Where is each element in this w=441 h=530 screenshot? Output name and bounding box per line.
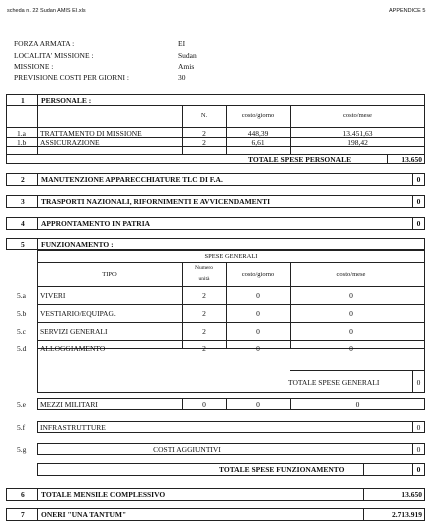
s5-row-d-code: 5.d — [17, 344, 27, 353]
s1-row-1b-costo-giorno: 6,61 — [251, 138, 265, 147]
s5-row-g-desc: COSTI AGGIUNTIVI — [153, 445, 221, 454]
section-7-number: 7 — [21, 510, 25, 519]
s1-row-1b-costo-mese: 198,42 — [347, 138, 368, 147]
s1-total-value: 13.650 — [401, 155, 422, 164]
s5-row-e-desc: MEZZI MILITARI — [40, 400, 98, 409]
s5-row-b-code: 5.b — [17, 309, 27, 318]
s5-total-label: TOTALE SPESE FUNZIONAMENTO — [219, 465, 345, 474]
s5-col-costo-giorno: costo/giorno — [241, 271, 275, 278]
s5-row-d-costo-giorno: 0 — [256, 344, 260, 353]
s1-row-1a-costo-giorno: 448,39 — [247, 129, 269, 138]
s5-row-d-desc: ALLOGGIAMENTO — [40, 344, 106, 353]
s5-row-g-code: 5.g — [17, 445, 27, 454]
s5-row-b-costo-giorno: 0 — [256, 309, 260, 318]
section-3-number: 3 — [21, 197, 25, 206]
s5-row-b-desc: VESTIARIO/EQUIPAG. — [40, 309, 116, 318]
s5-row-f-desc: INFRASTRUTTURE — [40, 423, 106, 432]
section-7-title: ONERI "UNA TANTUM" — [41, 510, 127, 519]
section-5-number: 5 — [21, 240, 25, 249]
s5-row-g-value: 0 — [416, 445, 421, 454]
s1-row-1b-code: 1.b — [17, 138, 27, 147]
section-4-value: 0 — [416, 219, 421, 228]
s5-col-numero: Numero — [194, 265, 214, 271]
section-2-title: MANUTENZIONE APPARECCHIATURE TLC DI F.A. — [41, 175, 223, 184]
s5-col-unita: unità — [198, 276, 210, 282]
info-value-localita: Sudan — [178, 51, 197, 60]
s5-col-costo-mese: costo/mese — [336, 271, 366, 278]
info-value-forza: EI — [178, 39, 186, 48]
s5-col-tipo: TIPO — [102, 271, 117, 278]
section-6-value: 13.650 — [401, 490, 422, 499]
s5-row-a-costo-mese: 0 — [349, 291, 353, 300]
section-6-title: TOTALE MENSILE COMPLESSIVO — [41, 490, 166, 499]
spese-generali-title: SPESE GENERALI — [204, 253, 258, 260]
s1-col-costo-giorno: costo/giorno — [241, 112, 275, 119]
info-value-giorni: 30 — [178, 73, 186, 82]
section-4-number: 4 — [21, 219, 25, 228]
section-2-value: 0 — [416, 175, 421, 184]
info-label-localita: LOCALITA' MISSIONE : — [14, 51, 94, 60]
sg-total-label: TOTALE SPESE GENERALI — [288, 378, 380, 387]
file-name: scheda n. 22 Sudan AMIS EI.xls — [7, 8, 86, 14]
section-3-value: 0 — [416, 197, 421, 206]
s1-row-1a-desc: TRATTAMENTO DI MISSIONE — [40, 129, 142, 138]
s1-row-1b-n: 2 — [202, 138, 206, 147]
s5-row-d-costo-mese: 0 — [349, 344, 353, 353]
s5-row-c-code: 5.c — [17, 327, 26, 336]
section-1-title: PERSONALE : — [41, 96, 92, 105]
s1-col-costo-mese: costo/mese — [343, 112, 372, 119]
info-label-missione: MISSIONE : — [14, 62, 54, 71]
s5-row-a-desc: VIVERI — [40, 291, 66, 300]
s5-row-f-code: 5.f — [17, 423, 26, 432]
section-1-number: 1 — [21, 96, 25, 105]
s1-row-1a-n: 2 — [202, 129, 206, 138]
section-2-number: 2 — [21, 175, 25, 184]
appendix-label: APPENDICE 5 — [389, 8, 426, 14]
info-value-missione: Amis — [178, 62, 195, 71]
s1-total-label: TOTALE SPESE PERSONALE — [248, 155, 352, 164]
s1-row-1a-costo-mese: 13.451,63 — [342, 129, 373, 138]
section-5-title: FUNZIONAMENTO : — [41, 240, 114, 249]
s5-row-e-costo-mese: 0 — [355, 400, 360, 409]
s1-col-n: N. — [200, 112, 208, 119]
s5-total-value: 0 — [416, 465, 421, 474]
info-label-giorni: PREVISIONE COSTI PER GIORNI : — [14, 73, 130, 82]
s5-row-a-n: 2 — [202, 291, 206, 300]
s5-row-d-n: 2 — [202, 344, 206, 353]
s5-row-e-costo-giorno: 0 — [256, 400, 260, 409]
s5-row-c-n: 2 — [202, 327, 206, 336]
section-3-title: TRASPORTI NAZIONALI, RIFORNIMENTI E AVVICENDAMENTI — [41, 197, 271, 206]
s5-row-f-value: 0 — [416, 423, 421, 432]
s1-row-1b-desc: ASSICURAZIONE — [40, 138, 100, 147]
s5-row-e-code: 5.e — [17, 400, 26, 409]
s5-row-c-costo-giorno: 0 — [256, 327, 260, 336]
s5-row-a-code: 5.a — [17, 291, 26, 300]
sg-total-value: 0 — [416, 378, 421, 387]
s5-row-c-desc: SERVIZI GENERALI — [40, 327, 108, 336]
s5-row-c-costo-mese: 0 — [349, 327, 353, 336]
section-6-number: 6 — [21, 490, 25, 499]
s5-row-a-costo-giorno: 0 — [256, 291, 260, 300]
section-4-title: APPRONTAMENTO IN PATRIA — [41, 219, 151, 228]
info-label-forza: FORZA ARMATA : — [14, 39, 75, 48]
s5-row-e-n: 0 — [202, 400, 206, 409]
s5-row-b-n: 2 — [202, 309, 206, 318]
s5-row-b-costo-mese: 0 — [349, 309, 353, 318]
s1-row-1a-code: 1.a — [17, 129, 26, 138]
section-7-value: 2.713.919 — [392, 510, 422, 519]
